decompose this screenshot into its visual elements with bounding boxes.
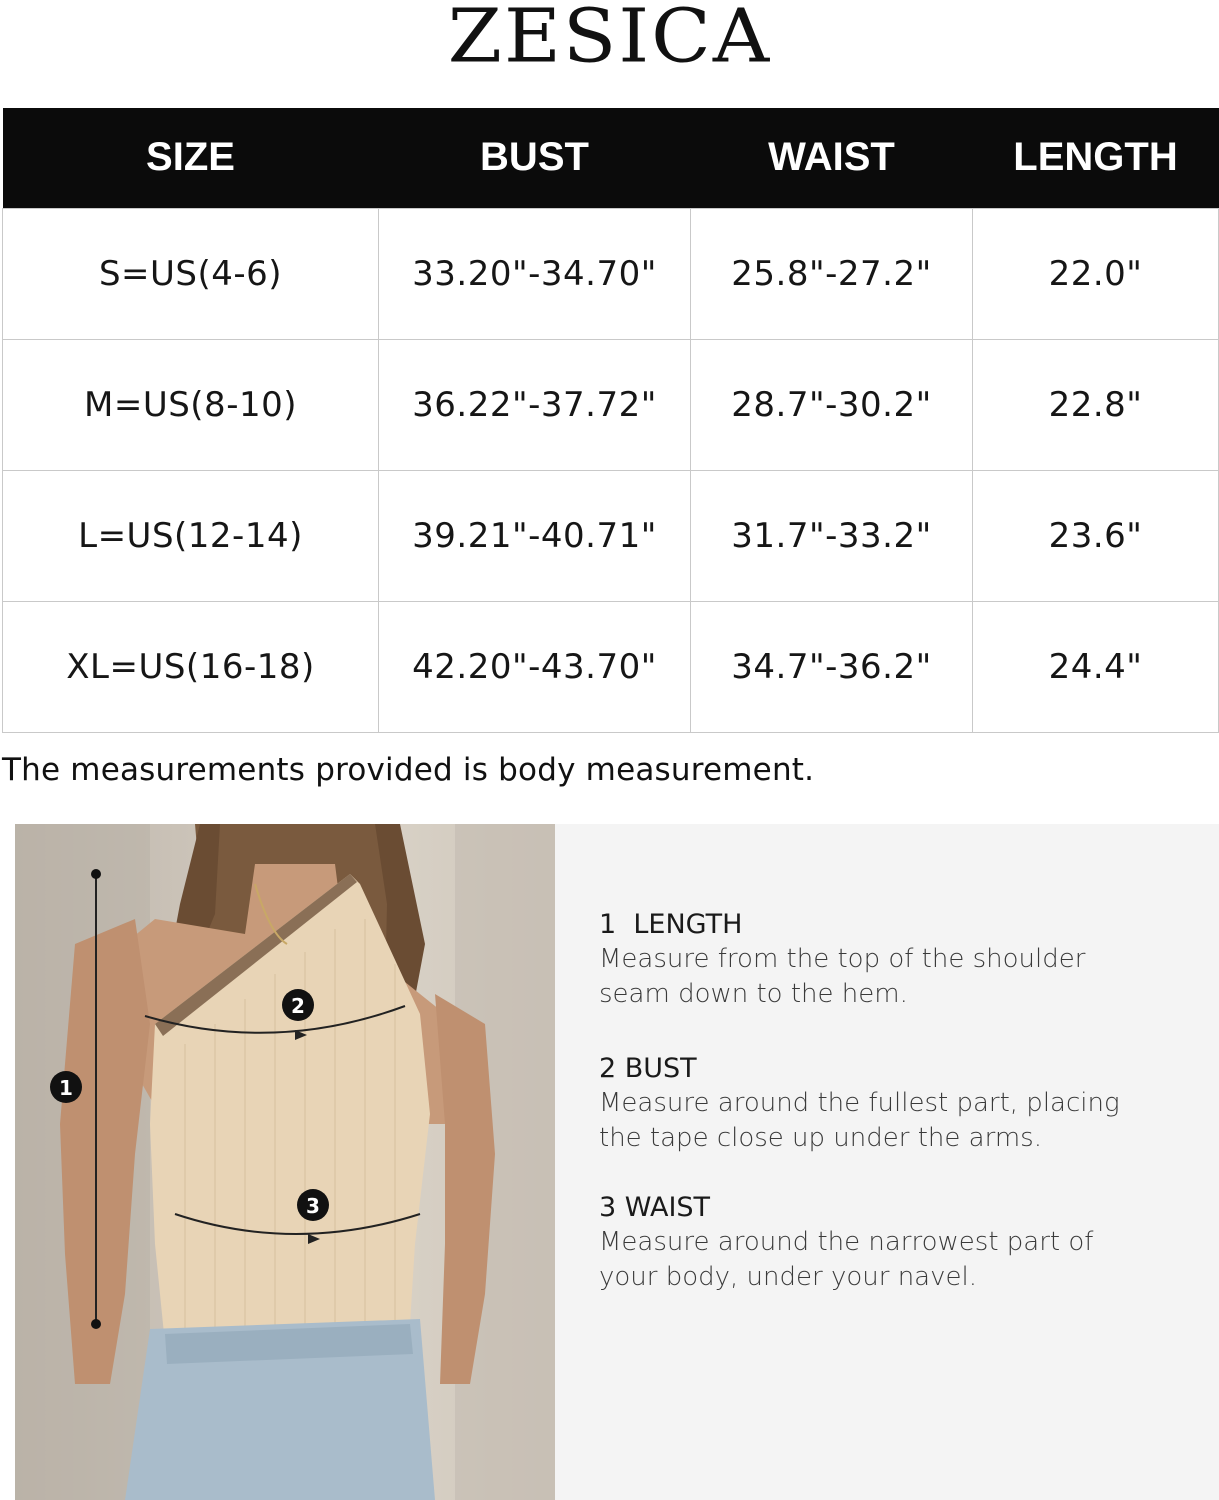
cell-length: 22.8"	[973, 339, 1219, 470]
cell-length: 23.6"	[973, 470, 1219, 601]
guide-bust	[599, 1052, 1199, 1156]
cell-length: 24.4"	[973, 601, 1219, 732]
guide-desc-line: Measure around the narrowest part of	[599, 1227, 1094, 1257]
guide-title: 1 LENGTH	[599, 909, 743, 940]
guide-title: 3 WAIST	[599, 1192, 711, 1223]
cell-waist: 25.8"-27.2"	[691, 208, 973, 339]
guide-title: 2 BUST	[599, 1053, 697, 1084]
measurement-guide	[555, 824, 1219, 1500]
cell-bust: 33.20"-34.70"	[379, 208, 691, 339]
cell-length: 22.0"	[973, 208, 1219, 339]
guide-desc-line: Measure around the fullest part, placing	[599, 1088, 1120, 1118]
guide-desc-line: your body, under your navel.	[599, 1262, 977, 1292]
cell-waist: 28.7"-30.2"	[691, 339, 973, 470]
svg-text:1: 1	[59, 1076, 73, 1100]
model-photo	[15, 824, 555, 1500]
cell-size: L=US(12-14)	[3, 470, 379, 601]
table-row	[3, 339, 1219, 470]
marker-bust	[282, 989, 314, 1021]
guide-length	[599, 908, 1199, 1012]
header-waist: WAIST	[691, 108, 973, 208]
header-size: SIZE	[3, 108, 379, 208]
measurement-note: The measurements provided is body measurement.	[2, 752, 815, 788]
header-length: LENGTH	[973, 108, 1219, 208]
marker-waist	[297, 1189, 329, 1221]
cell-size: S=US(4-6)	[3, 208, 379, 339]
cell-size: M=US(8-10)	[3, 339, 379, 470]
svg-text:2: 2	[291, 994, 305, 1018]
header-bust: BUST	[379, 108, 691, 208]
marker-length	[50, 1071, 82, 1103]
table-header-row	[3, 108, 1219, 208]
table-row	[3, 208, 1219, 339]
size-chart-table	[2, 108, 1219, 733]
cell-bust: 36.22"-37.72"	[379, 339, 691, 470]
table-row	[3, 470, 1219, 601]
guide-desc-line: the tape close up under the arms.	[599, 1123, 1042, 1153]
guide-desc-line: seam down to the hem.	[599, 979, 908, 1009]
guide-waist	[599, 1191, 1199, 1295]
table-row	[3, 601, 1219, 732]
cell-waist: 31.7"-33.2"	[691, 470, 973, 601]
brand-logo: ZESICA	[447, 0, 772, 80]
svg-text:3: 3	[306, 1194, 320, 1218]
cell-waist: 34.7"-36.2"	[691, 601, 973, 732]
guide-desc-line: Measure from the top of the shoulder	[599, 944, 1086, 974]
model-illustration	[15, 824, 555, 1500]
cell-bust: 42.20"-43.70"	[379, 601, 691, 732]
cell-bust: 39.21"-40.71"	[379, 470, 691, 601]
cell-size: XL=US(16-18)	[3, 601, 379, 732]
